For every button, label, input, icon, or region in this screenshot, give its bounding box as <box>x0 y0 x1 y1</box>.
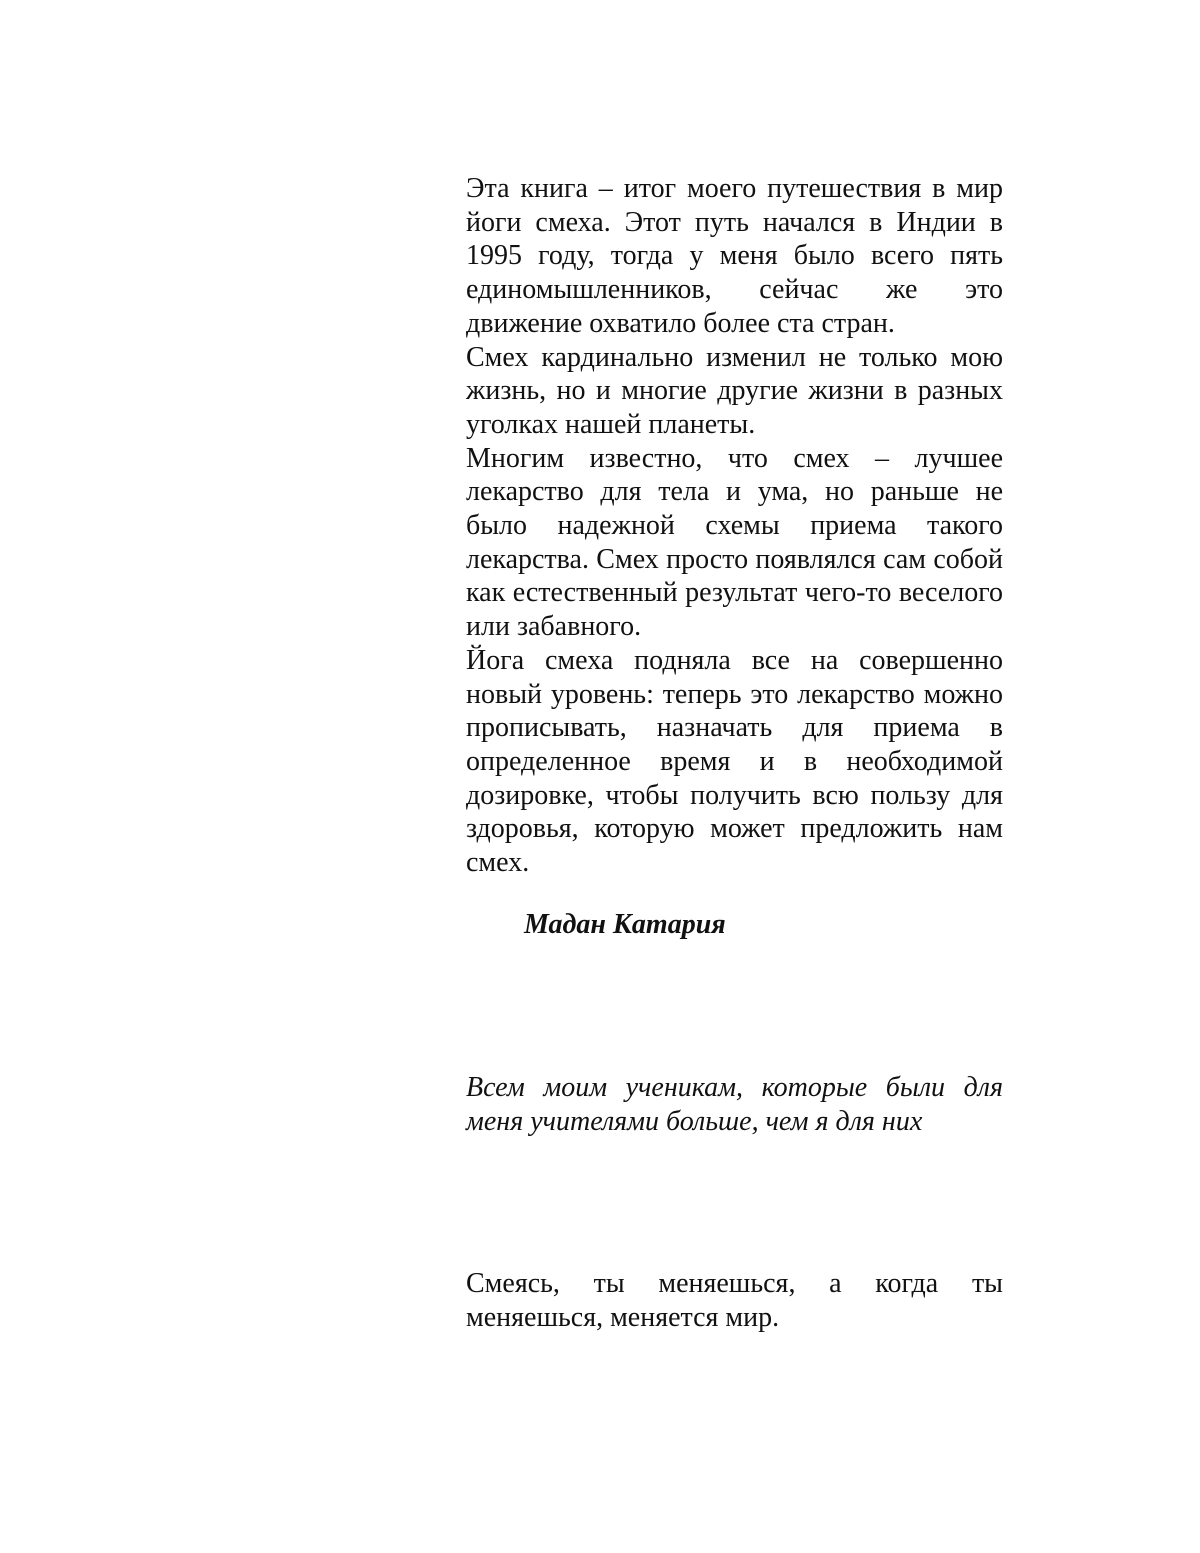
dedication-text: Всем моим ученикам, которые были для меня учителями больше, чем я для них <box>466 1072 1003 1137</box>
epigraph-text: Смеясь, ты меняешься, а когда ты меняешься, меняется мир. <box>466 1268 1003 1333</box>
intro-paragraph-3: Многим известно, что смех – лучшее лекарство для тела и ума, но раньше не было надежной схемы приема такого лекарства. Смех просто появлялся сам собой как естественный результат чего-то веселого или забавного. <box>466 442 1003 643</box>
intro-paragraph-4: Йога смеха подняла все на совершенно новый уровень: теперь это лекарство можно прописывать, назначать для приема в определенное время и в необходимой дозировке, чтобы получить всю пользу для здоровья, которую может предложить нам смех. <box>466 644 1003 879</box>
dedication-section <box>466 1071 1003 1138</box>
intro-paragraph-1: Эта книга – итог моего путешествия в мир йоги смеха. Этот путь начался в Индии в 1995 году, тогда у меня было всего пять единомышленников, сейчас же это движение охватило более ста стран. <box>466 173 1003 339</box>
epigraph-section <box>466 1267 1003 1334</box>
intro-section <box>466 172 1003 880</box>
author-signature: Мадан Катария <box>524 909 726 940</box>
intro-paragraph-2: Смех кардинально изменил не только мою жизнь, но и многие другие жизни в разных уголках нашей планеты. <box>466 341 1003 440</box>
